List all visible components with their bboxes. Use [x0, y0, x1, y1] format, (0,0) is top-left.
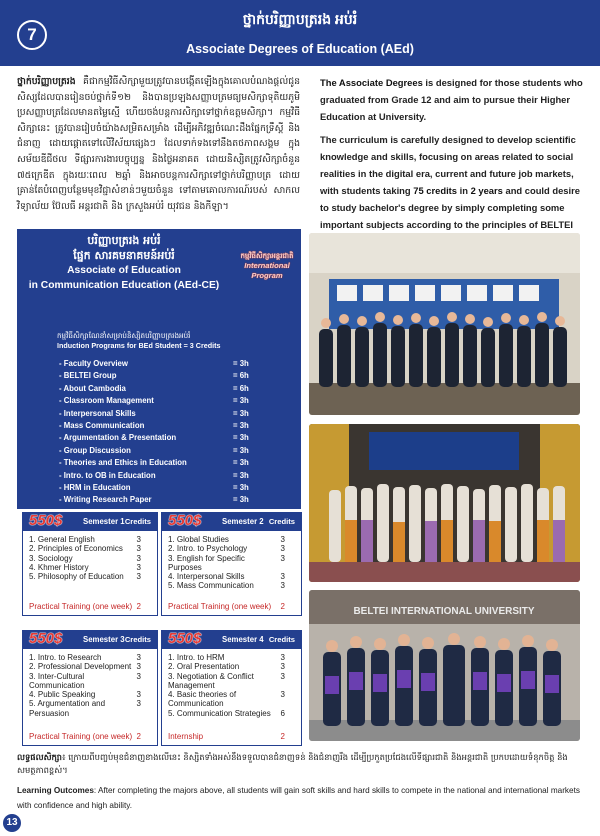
- induction-item: [59, 470, 279, 482]
- induction-item-hours: = 6h: [233, 371, 249, 381]
- course-name: 5. Communication Strategies: [168, 708, 271, 718]
- page-header: [0, 0, 600, 66]
- semester-price: 550$: [168, 630, 202, 647]
- course-credits: 3: [280, 535, 285, 544]
- semester-title: Semester 3: [83, 635, 125, 644]
- practical-credits: 2: [136, 732, 141, 741]
- induction-item-hours: = 3h: [233, 495, 249, 505]
- induction-item-name: - Mass Communication: [59, 420, 145, 430]
- induction-heading: [57, 331, 221, 351]
- outcomes-english: [17, 784, 587, 813]
- course-credits: 3: [136, 544, 141, 554]
- semester-credits-label: Credits: [124, 635, 151, 644]
- semester-title: Semester 1: [83, 517, 125, 526]
- course-credits: 3: [136, 690, 141, 700]
- induction-item: [59, 370, 279, 382]
- course-name: 2. Professional Development: [29, 662, 132, 672]
- course-name: 3. English for Specific Purposes: [168, 553, 245, 572]
- course-name: 3. Inter-Cultural Communication: [29, 671, 85, 690]
- induction-item: [59, 395, 279, 407]
- course-name: 2. Oral Presentation: [168, 662, 240, 672]
- induction-item: [59, 494, 279, 506]
- course-credits: 3: [280, 544, 285, 554]
- course-credits: 3: [280, 653, 285, 662]
- course-list: [29, 535, 151, 581]
- outcomes-en-lead: Learning Outcomes: [17, 786, 94, 795]
- course-row: [168, 653, 295, 662]
- course-name: 5. Mass Communication: [168, 581, 254, 591]
- course-row: [29, 662, 151, 671]
- course-row: [29, 544, 151, 553]
- induction-item: [59, 457, 279, 469]
- semester-1-box: [22, 512, 158, 616]
- intro-en-years: 2 years: [470, 185, 503, 196]
- course-name: 3. Sociology: [29, 553, 73, 563]
- induction-item-name: - Interpersonal Skills: [59, 408, 136, 418]
- course-name: 2. Intro. to Psychology: [168, 544, 248, 554]
- course-row: [29, 690, 151, 699]
- practical-name: Internship: [168, 732, 204, 741]
- practical-credits: 2: [280, 602, 285, 611]
- induction-item: [59, 445, 279, 457]
- course-credits: 3: [136, 562, 141, 572]
- induction-item-name: - Classroom Management: [59, 396, 154, 406]
- induction-item-hours: = 3h: [233, 420, 249, 430]
- course-list: [168, 653, 295, 718]
- course-row: [29, 572, 151, 581]
- group-photo-3: [309, 590, 580, 741]
- induction-item-hours: = 3h: [233, 408, 249, 418]
- course-credits: 3: [136, 535, 141, 544]
- course-credits: 3: [136, 653, 141, 662]
- semester-price: 550$: [29, 512, 63, 529]
- practical-training: [168, 602, 295, 611]
- intro-en-lead: The Associate Degrees: [320, 77, 423, 88]
- semester-3-box: [22, 630, 158, 746]
- title-english: Associate Degrees of Education (AEd): [186, 42, 414, 56]
- practical-training: [168, 732, 295, 741]
- semester-price: 550$: [168, 512, 202, 529]
- induction-item-hours: = 3h: [233, 359, 249, 368]
- induction-item: [59, 482, 279, 494]
- induction-item-name: - BELTEI Group: [59, 371, 117, 381]
- induction-item: [59, 432, 279, 444]
- course-name: 1. Intro. to HRM: [168, 653, 225, 662]
- practical-name: Practical Training (one week): [168, 602, 272, 611]
- course-credits: 3: [136, 553, 141, 563]
- page-number: 13: [3, 814, 21, 832]
- intl-badge-en2: Program: [251, 271, 283, 280]
- title-khmer: ថ្នាក់បរិញ្ញាបត្ររង អប់រំ: [242, 11, 358, 27]
- course-credits: 3: [136, 699, 141, 709]
- intro-en-p2b: in: [457, 185, 471, 196]
- photo-banner-text: BELTEI INTERNATIONAL UNIVERSITY: [353, 606, 535, 617]
- section-number: 7: [17, 20, 47, 50]
- course-credits: 6: [280, 708, 285, 718]
- course-row: [168, 554, 295, 573]
- induction-item-name: - Faculty Overview: [59, 359, 128, 368]
- course-row: [29, 653, 151, 662]
- induction-item-name: - Argumentation & Presentation: [59, 433, 177, 443]
- intro-khmer: [17, 74, 300, 214]
- course-row: [29, 672, 151, 691]
- course-name: 1. General English: [29, 535, 95, 544]
- induction-item: [59, 358, 279, 370]
- intro-khmer-body: គឺជាកម្មវិធីសិក្សាមួយត្រូវបានបង្កើតឡើងក្នុងគោលបំណងផ្តល់ជូនសិស្សដែលបានរៀនចប់ថ្នាក់ទី១២ និងបានប្រឡងសញ្ញាបត្រមធ្យមសិក្សាទុតិយភូមិ ប្រសញ្ញាបត្រដែលមានតម្លៃស្មើ ហើយចង់បន្តការសិក្សាទៅថ្នាក់ឧត្តមសិក្សា។ កម្មវិធីសិក្សានេះ ត្រូវបានរៀបចំយ៉ាងសម្រិតសម្រាំង ដើម្បីអភិវឌ្ឍចំណេះដឹងផ្នែកទ្រឹស្តី និងជំនាញ ដោយផ្តោតទៅលើវិស័យផ្សេងៗ ដែលទាក់ទងទៅនឹងតថភាពសង្គម ក្នុងសម័យឌីជីថល ទីផ្សារការងារបច្ចុប្បន្ន និងថ្ងៃអនាគត ដោយនិស្សិតត្រូវសិក្សាចំនួន ៧៥ក្រេឌីត ក្នុងរយៈពេល ២ឆ្នាំ និងអាចបន្តការសិក្សាទៅថ្នាក់បរិញ្ញាបត្រ ដោយគ្រាន់តែបំពេញបន្ថែមមុខវិជ្ជាសំខាន់ៗមួយចំនួន ទៅតាមគោលការណ៍របស់ សាកលវិទ្យាល័យ ប៊ែលធី អន្តរជាតិ និង ក្រសួងអប់រំ យុវជន និងកីឡា។: [17, 76, 300, 212]
- program-title-english: [17, 263, 231, 293]
- practical-training: [29, 732, 151, 741]
- course-name: 5. Argumentation and Persuasion: [29, 699, 106, 718]
- group-photo-2: [309, 424, 580, 582]
- semester-price: 550$: [29, 630, 63, 647]
- induction-item-hours: = 6h: [233, 383, 249, 393]
- program-title-khmer: [17, 233, 231, 263]
- induction-item-hours: = 3h: [233, 433, 249, 443]
- outcomes-kh-body: ៖ ក្រោយពីបញ្ចប់មុខជំនាញខាងលើនេះ និស្សិតទាំងអស់នឹងទទួលបានជំនាញទន់ និងជំនាញរឹង ដើម្បីប្រកួតប្រជែងលើទីផ្សារជាតិ និងអន្តរជាតិ ប្រកបដោយទំនុកចិត្ត និងសមត្ថភាពខ្ពស់។: [17, 752, 568, 775]
- course-row: [168, 581, 295, 590]
- course-credits: 3: [136, 572, 141, 582]
- induction-item-name: - Theories and Ethics in Education: [59, 458, 187, 468]
- induction-item-hours: = 3h: [233, 445, 249, 455]
- course-list: [29, 653, 151, 718]
- course-name: 1. Intro. to Research: [29, 653, 102, 662]
- group-photo-1: [309, 233, 580, 415]
- induction-item-hours: = 3h: [233, 482, 249, 492]
- intro-en-p1: is designed for those students who graduated from Grade 12 and aim to pursue their Higher Education at University.: [320, 77, 583, 122]
- induction-item-hours: = 3h: [233, 396, 249, 406]
- course-credits: 3: [280, 671, 285, 681]
- induction-item: [59, 420, 279, 432]
- course-credits: 3: [280, 572, 285, 582]
- practical-credits: 2: [280, 732, 285, 741]
- course-name: 2. Principles of Economics: [29, 544, 123, 554]
- semester-credits-label: Credits: [124, 517, 151, 526]
- course-credits: 3: [136, 671, 141, 681]
- program-title-kh-line1: បរិញ្ញាបត្ររង អប់រំ: [87, 234, 161, 247]
- course-name: 4. Interpersonal Skills: [168, 572, 245, 582]
- semester-2-box: [161, 512, 302, 616]
- semester-title: Semester 2: [222, 517, 264, 526]
- outcomes-en-body: : After completing the majors above, all students will gain soft skills and hard skills to compete in the national and international markets with confidence and high ability.: [17, 786, 580, 810]
- course-credits: 3: [280, 553, 285, 563]
- course-row: [168, 535, 295, 544]
- course-name: 4. Public Speaking: [29, 690, 96, 700]
- course-name: 4. Basic theories of Communication: [168, 690, 237, 709]
- course-row: [168, 690, 295, 709]
- course-credits: 3: [136, 662, 141, 672]
- practical-name: Practical Training (one week): [29, 602, 133, 611]
- course-list: [168, 535, 295, 591]
- intl-badge-en1: International: [244, 261, 290, 270]
- outcomes-khmer: [17, 751, 587, 777]
- intro-khmer-lead: ថ្នាក់បរិញ្ញាបត្ររង: [17, 76, 76, 87]
- induction-item: [59, 408, 279, 420]
- practical-name: Practical Training (one week): [29, 732, 133, 741]
- induction-item-name: - Group Discussion: [59, 445, 131, 455]
- intro-en-p2c: and could desire to study bachelor's degree by simply completing some important subjects according to the principles of BELTEI: [320, 185, 580, 230]
- outcomes-kh-lead: លទ្ធផលសិក្សា: [17, 752, 62, 762]
- program-title-en-line2: in Communication Education (AEd-CE): [28, 280, 220, 291]
- course-row: [168, 709, 295, 718]
- semester-credits-label: Credits: [268, 635, 295, 644]
- course-row: [29, 699, 151, 718]
- induction-item-hours: = 3h: [233, 458, 249, 468]
- induction-list: [59, 358, 279, 519]
- course-name: 3. Negotiation & Conflict Management: [168, 671, 254, 690]
- semester-credits-label: Credits: [268, 517, 295, 526]
- course-credits: 3: [280, 662, 285, 672]
- course-credits: 3: [280, 690, 285, 700]
- induction-item: [59, 383, 279, 395]
- induction-item-name: - Intro. to OB in Education: [59, 470, 156, 480]
- course-name: 1. Global Studies: [168, 535, 229, 544]
- course-name: 5. Philosophy of Education: [29, 572, 124, 582]
- practical-credits: 2: [136, 602, 141, 611]
- course-row: [168, 672, 295, 691]
- course-row: [168, 572, 295, 581]
- course-row: [29, 554, 151, 563]
- semester-4-box: [161, 630, 302, 746]
- induction-heading-kh: កម្មវិធីសិក្សាណែនាំសម្រាប់និស្សិតបរិញ្ញាបត្ររងអប់រំ: [57, 331, 191, 340]
- intro-en-p2a: The curriculum is carefully designed to develop scientific knowledge and skills, focusing on areas related to social realities in the digital era, current and future job markets, with students taking: [320, 134, 576, 196]
- program-title-kh-line2: ផ្នែក សារគមនាគមន៍អប់រំ: [73, 249, 175, 262]
- intl-badge-kh: កម្មវិធីសិក្សាអន្តរជាតិ: [240, 252, 294, 260]
- course-credits: 3: [280, 581, 285, 591]
- course-row: [168, 544, 295, 553]
- induction-item-name: - HRM in Education: [59, 482, 131, 492]
- international-program-badge: [227, 251, 307, 281]
- course-row: [168, 662, 295, 671]
- induction-item-name: - Writing Research Paper: [59, 495, 152, 505]
- induction-item-name: - About Cambodia: [59, 383, 126, 393]
- intro-en-credits: 75 credits: [413, 185, 458, 196]
- semester-title: Semester 4: [222, 635, 264, 644]
- program-title-en-line1: Associate of Education: [67, 265, 181, 276]
- course-row: [29, 535, 151, 544]
- induction-item-hours: = 3h: [233, 470, 249, 480]
- program-panel: [17, 229, 301, 509]
- course-name: 4. Khmer History: [29, 562, 89, 572]
- induction-heading-en: Induction Programs for BEd Student = 3 Credits: [57, 341, 221, 350]
- practical-training: [29, 602, 151, 611]
- course-row: [29, 563, 151, 572]
